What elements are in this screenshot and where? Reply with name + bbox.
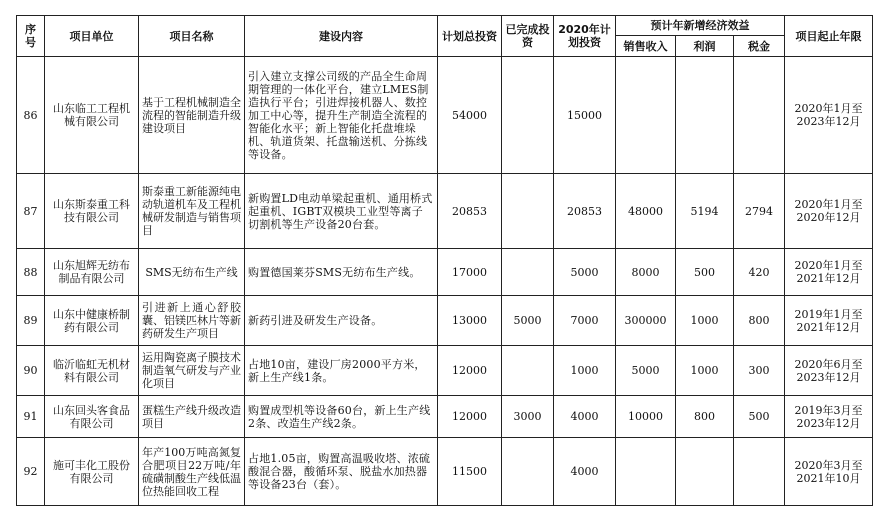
header-tax: 税金 [734, 36, 785, 57]
header-period: 项目起止年限 [785, 16, 873, 57]
cell-profit [676, 57, 734, 174]
cell-content: 购置成型机等设备60台，新上生产线2条、改造生产线2条。 [245, 396, 438, 438]
table-row [17, 174, 873, 249]
cell-seq: 89 [17, 296, 45, 346]
cell-profit: 1000 [676, 296, 734, 346]
table-row [17, 57, 873, 174]
cell-unit: 山东临工工程机械有限公司 [45, 57, 139, 174]
cell-total: 12000 [438, 396, 502, 438]
cell-period: 2020年1月至2021年12月 [785, 249, 873, 296]
table-row [17, 396, 873, 438]
cell-period: 2020年1月至2023年12月 [785, 57, 873, 174]
header-seq: 序号 [17, 16, 45, 57]
table-row [17, 249, 873, 296]
cell-profit: 500 [676, 249, 734, 296]
table-row [17, 438, 873, 506]
cell-tax: 500 [734, 396, 785, 438]
cell-plan2020: 4000 [554, 396, 616, 438]
cell-content: 引入建立支撑公司级的产品全生命周期管理的一体化平台，建立LMES制造执行平台；引进焊接机器人、数控加工中心等，提升生产制造全流程的智能化水平；新上智能化托盘堆垛机、轨道货架、托盘输送机、分拣线等设备。 [245, 57, 438, 174]
header-name: 项目名称 [139, 16, 245, 57]
cell-content: 新药引进及研发生产设备。 [245, 296, 438, 346]
cell-plan2020: 1000 [554, 346, 616, 396]
cell-sales [616, 438, 676, 506]
cell-tax: 300 [734, 346, 785, 396]
header-total: 计划总投资 [438, 16, 502, 57]
cell-sales: 5000 [616, 346, 676, 396]
cell-unit: 临沂临虹无机材料有限公司 [45, 346, 139, 396]
cell-done [502, 57, 554, 174]
cell-sales: 8000 [616, 249, 676, 296]
investment-table [16, 15, 873, 506]
cell-tax [734, 438, 785, 506]
cell-tax: 800 [734, 296, 785, 346]
cell-period: 2020年1月至2020年12月 [785, 174, 873, 249]
header-unit: 项目单位 [45, 16, 139, 57]
cell-name: 基于工程机械制造全流程的智能制造升级建设项目 [139, 57, 245, 174]
header-row-1 [17, 16, 873, 36]
cell-tax: 2794 [734, 174, 785, 249]
cell-seq: 87 [17, 174, 45, 249]
cell-seq: 91 [17, 396, 45, 438]
cell-profit [676, 438, 734, 506]
cell-name: 蛋糕生产线升级改造项目 [139, 396, 245, 438]
cell-total: 17000 [438, 249, 502, 296]
cell-unit: 山东旭辉无纺布制品有限公司 [45, 249, 139, 296]
header-content: 建设内容 [245, 16, 438, 57]
cell-seq: 88 [17, 249, 45, 296]
cell-content: 占地10亩，建设厂房2000平方米，新上生产线1条。 [245, 346, 438, 396]
cell-unit: 山东中健康桥制药有限公司 [45, 296, 139, 346]
cell-sales: 10000 [616, 396, 676, 438]
cell-sales: 300000 [616, 296, 676, 346]
cell-seq: 90 [17, 346, 45, 396]
cell-done [502, 438, 554, 506]
cell-tax [734, 57, 785, 174]
cell-unit: 施可丰化工股份有限公司 [45, 438, 139, 506]
cell-seq: 86 [17, 57, 45, 174]
cell-period: 2020年3月至2021年10月 [785, 438, 873, 506]
cell-plan2020: 5000 [554, 249, 616, 296]
cell-done [502, 346, 554, 396]
cell-seq: 92 [17, 438, 45, 506]
header-profit: 利润 [676, 36, 734, 57]
cell-done [502, 174, 554, 249]
cell-sales: 48000 [616, 174, 676, 249]
cell-name: 运用陶瓷离子膜技术制造氧气研发与产业化项目 [139, 346, 245, 396]
header-plan2020: 2020年计划投资 [554, 16, 616, 57]
cell-total: 20853 [438, 174, 502, 249]
cell-unit: 山东回头客食品有限公司 [45, 396, 139, 438]
cell-total: 11500 [438, 438, 502, 506]
cell-total: 13000 [438, 296, 502, 346]
cell-plan2020: 15000 [554, 57, 616, 174]
header-done: 已完成投资 [502, 16, 554, 57]
cell-name: 年产100万吨高氮复合肥项目22万吨/年硫磺制酸生产线低温位热能回收工程 [139, 438, 245, 506]
cell-name: 引进新上通心舒胶囊、铝镁匹林片等新药研发生产项目 [139, 296, 245, 346]
cell-period: 2019年3月至2023年12月 [785, 396, 873, 438]
table-row [17, 296, 873, 346]
cell-content: 占地1.05亩，购置高温吸收塔、浓硫酸混合器，酸循环泵、脱盐水加热器等设备23台（套）。 [245, 438, 438, 506]
cell-period: 2020年6月至2023年12月 [785, 346, 873, 396]
cell-done: 3000 [502, 396, 554, 438]
cell-profit: 5194 [676, 174, 734, 249]
cell-profit: 1000 [676, 346, 734, 396]
cell-period: 2019年1月至2021年12月 [785, 296, 873, 346]
header-benefit: 预计年新增经济效益 [616, 16, 785, 36]
table-row [17, 346, 873, 396]
cell-unit: 山东斯泰重工科技有限公司 [45, 174, 139, 249]
cell-total: 54000 [438, 57, 502, 174]
cell-plan2020: 20853 [554, 174, 616, 249]
header-sales: 销售收入 [616, 36, 676, 57]
cell-profit: 800 [676, 396, 734, 438]
cell-plan2020: 4000 [554, 438, 616, 506]
cell-total: 12000 [438, 346, 502, 396]
cell-content: 新购置LD电动单梁起重机、通用桥式起重机、IGBT双模块工业型等离子切割机等生产设备20台套。 [245, 174, 438, 249]
cell-name: 斯泰重工新能源纯电动轨道机车及工程机械研发制造与销售项目 [139, 174, 245, 249]
cell-content: 购置德国莱芬SMS无纺布生产线。 [245, 249, 438, 296]
cell-plan2020: 7000 [554, 296, 616, 346]
cell-done: 5000 [502, 296, 554, 346]
cell-done [502, 249, 554, 296]
cell-name: SMS无纺布生产线 [139, 249, 245, 296]
cell-tax: 420 [734, 249, 785, 296]
cell-sales [616, 57, 676, 174]
